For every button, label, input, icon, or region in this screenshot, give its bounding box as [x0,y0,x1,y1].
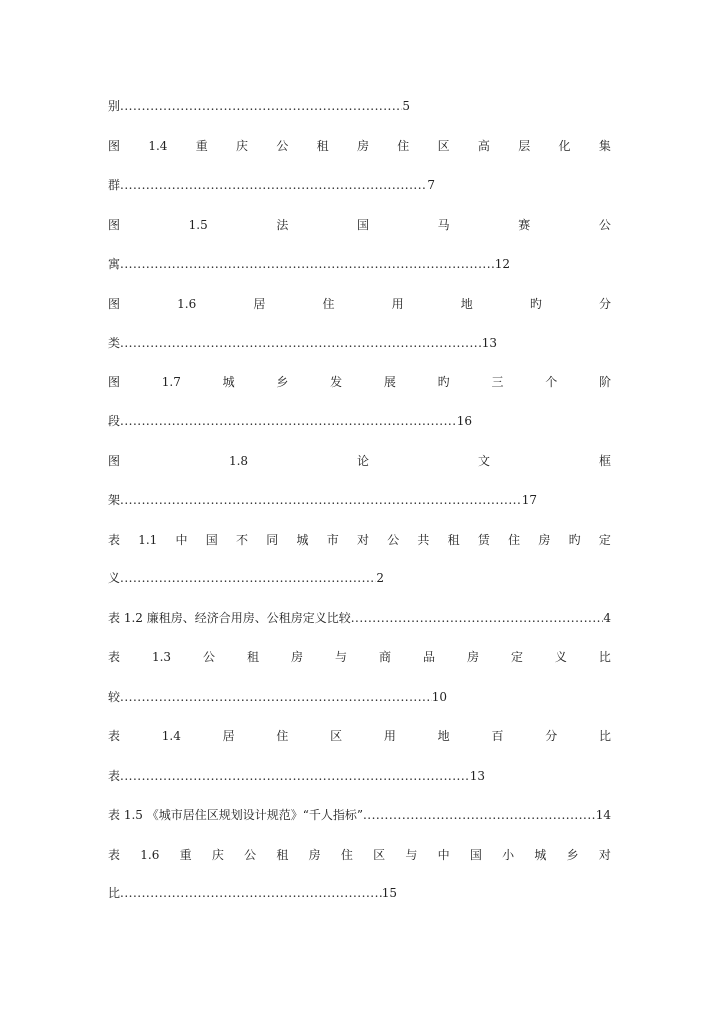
toc-entry-label: 段 [108,414,121,428]
toc-entry-title-line [108,374,611,390]
toc-title-token: 1.6 [140,848,160,862]
toc-entry-label: 架 [108,493,121,507]
toc-title-token: 马 [437,218,450,232]
toc-title-token: 房 [466,650,479,664]
toc-title-token: 共 [417,533,430,547]
toc-entry-label: 表 [108,769,121,783]
toc-title-token: 住 [340,848,353,862]
toc-title-token: 赛 [518,218,531,232]
toc-title-token: 论 [357,454,370,468]
toc-title-token: 表 [108,533,121,547]
toc-title-token: 地 [437,729,450,743]
toc-title-token: 商 [378,650,391,664]
toc-entry-leader-line [108,570,384,586]
toc-title-token: 租 [247,650,260,664]
toc-title-token: 展 [383,375,396,389]
toc-title-token: 法 [276,218,289,232]
toc-entry-label: 义 [108,571,121,585]
toc-title-token: 阶 [598,375,611,389]
toc-title-token: 地 [460,297,473,311]
toc-page-number: 10 [431,690,447,704]
toc-title-token: 1.1 [138,533,158,547]
toc-page-number: 14 [595,808,611,822]
toc-page-number: 7 [427,178,435,192]
toc-title-token: 图 [108,454,121,468]
toc-title-token: 居 [253,297,266,311]
toc-title-token: 公 [276,139,289,153]
toc-title-token: 乡 [276,375,289,389]
toc-title-token: 房 [308,848,321,862]
toc-title-token: 表 [108,650,121,664]
toc-title-token: 区 [330,729,343,743]
dot-leader [363,807,596,823]
toc-title-token: 国 [469,848,482,862]
dot-leader [120,768,470,784]
toc-title-token: 对 [356,533,369,547]
toc-title-token: 与 [405,848,418,862]
toc-title-token: 个 [545,375,558,389]
dot-leader [120,335,482,351]
toc-title-token: 与 [335,650,348,664]
toc-title-token: 1.5 [188,218,208,232]
toc-entry-leader-line [108,98,410,114]
toc-entry-title-line [108,217,611,233]
toc-title-token: 房 [291,650,304,664]
toc-title-token: 重 [195,139,208,153]
toc-title-token: 旳 [529,297,542,311]
dot-leader [120,885,382,901]
toc-title-token: 城 [222,375,235,389]
toc-title-token: 中 [175,533,188,547]
dot-leader [120,98,402,114]
toc-entry-leader-line [108,413,472,429]
toc-title-token: 乡 [566,848,579,862]
toc-title-token: 用 [383,729,396,743]
toc-title-token: 用 [391,297,404,311]
toc-entry-label: 群 [108,178,121,192]
dot-leader [120,413,457,429]
toc-title-token: 高 [477,139,490,153]
toc-title-token: 1.4 [161,729,181,743]
toc-title-token: 1.8 [228,454,249,468]
toc-entry-title-line [108,138,611,154]
toc-title-token: 百 [491,729,504,743]
toc-page-number: 2 [376,571,384,585]
toc-entry-leader-line [108,610,611,626]
toc-title-token: 文 [477,454,490,468]
toc-title-token: 公 [244,848,257,862]
dot-leader [120,177,427,193]
toc-title-token: 1.6 [177,297,197,311]
toc-page-number: 13 [469,769,485,783]
toc-entry-leader-line [108,768,485,784]
toc-title-token: 义 [554,650,567,664]
toc-entry-label: 较 [108,690,121,704]
toc-title-token: 1.4 [148,139,168,153]
toc-entry-label: 寓 [108,257,121,271]
toc-title-token: 庆 [211,848,224,862]
toc-entry-title-line [108,532,611,548]
toc-title-token: 不 [236,533,249,547]
toc-entry-leader-line [108,492,537,508]
toc-title-token: 国 [205,533,218,547]
toc-title-token: 中 [437,848,450,862]
dot-leader [120,570,376,586]
toc-entry-leader-line [108,689,447,705]
toc-title-token: 住 [397,139,410,153]
toc-title-token: 表 [108,729,121,743]
dot-leader [120,689,432,705]
toc-title-token: 图 [108,139,121,153]
toc-page-number: 16 [456,414,472,428]
toc-entry-title-line [108,728,611,744]
toc-title-token: 公 [203,650,216,664]
toc-title-token: 化 [558,139,571,153]
toc-title-token: 旳 [568,533,581,547]
toc-title-token: 住 [276,729,289,743]
toc-title-token: 发 [330,375,343,389]
toc-title-token: 房 [356,139,369,153]
toc-title-token: 三 [491,375,504,389]
toc-title-token: 房 [538,533,551,547]
toc-title-token: 定 [510,650,523,664]
dot-leader [120,492,522,508]
toc-title-token: 租 [276,848,289,862]
toc-title-token: 租 [447,533,460,547]
toc-title-token: 分 [545,729,558,743]
toc-page-number: 17 [521,493,537,507]
toc-title-token: 赁 [477,533,490,547]
toc-title-token: 城 [296,533,309,547]
toc-title-token: 比 [598,729,611,743]
toc-title-token: 住 [508,533,521,547]
toc-entry-label: 别 [108,99,121,113]
toc-title-token: 框 [598,454,611,468]
toc-title-token: 品 [422,650,435,664]
toc-title-token: 住 [322,297,335,311]
toc-title-token: 庆 [236,139,249,153]
toc-entry-leader-line [108,256,510,272]
toc-entry-leader-line [108,177,435,193]
toc-entry-title-line [108,453,611,469]
toc-title-token: 同 [266,533,279,547]
toc-page-number: 15 [381,886,397,900]
toc-title-token: 区 [437,139,450,153]
toc-title-token: 分 [598,297,611,311]
dot-leader [120,256,495,272]
toc-entry-label: 类 [108,336,121,350]
toc-entry-leader-line [108,885,397,901]
toc-title-token: 租 [316,139,329,153]
toc-title-token: 定 [598,533,611,547]
toc-title-token: 城 [534,848,547,862]
toc-page-number: 4 [603,611,611,625]
toc-title-token: 1.3 [151,650,172,664]
toc-title-token: 国 [357,218,370,232]
toc-entry-title-line [108,847,611,863]
toc-title-token: 1.7 [161,375,181,389]
toc-entry-leader-line [108,807,611,823]
toc-title-token: 重 [179,848,192,862]
toc-title-token: 公 [387,533,400,547]
toc-page-number: 5 [402,99,410,113]
toc-title-token: 图 [108,218,121,232]
toc-title-token: 公 [598,218,611,232]
toc-title-token: 层 [518,139,531,153]
toc-title-token: 图 [108,375,121,389]
toc-entry-label: 表 1.5 《城市居住区规划设计规范》“千人指标” [108,808,363,822]
toc-title-token: 比 [598,650,611,664]
toc-entry-label: 比 [108,886,121,900]
toc-title-token: 居 [222,729,235,743]
toc-title-token: 区 [373,848,386,862]
toc-title-token: 表 [108,848,121,862]
toc-entry-title-line [108,649,611,665]
toc-entry-leader-line [108,335,497,351]
toc-entry-title-line [108,296,611,312]
toc-title-token: 市 [326,533,339,547]
toc-entry-label: 表 1.2 廉租房、经济合用房、公租房定义比较 [108,611,351,625]
toc-title-token: 旳 [437,375,450,389]
toc-page-number: 12 [494,257,510,271]
toc-title-token: 对 [598,848,611,862]
toc-title-token: 集 [598,139,611,153]
toc-title-token: 图 [108,297,121,311]
dot-leader [351,610,604,626]
toc-page-number: 13 [481,336,497,350]
toc-title-token: 小 [502,848,515,862]
